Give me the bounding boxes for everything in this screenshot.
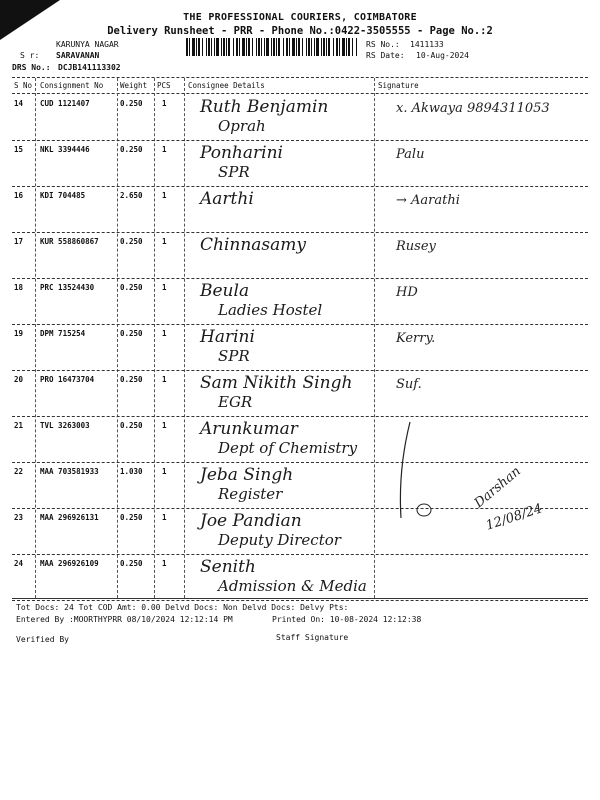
column-divider <box>117 78 118 598</box>
consignee-name: Chinnasamy <box>200 235 307 255</box>
drs-label: DRS No.: <box>12 63 51 72</box>
area-name: KARUNYA NAGAR <box>56 40 119 49</box>
rs-no-label: RS No.: <box>366 40 400 49</box>
consignee-detail: Admission & Media <box>218 577 367 595</box>
receiver-signature: Kerry. <box>396 331 436 346</box>
entered-by: Entered By :MOORTHYPRR 08/10/2024 12:12:14 PM <box>16 615 233 624</box>
row-sno: 14 <box>14 99 24 108</box>
row-sno: 17 <box>14 237 24 246</box>
row-sno: 23 <box>14 513 24 522</box>
barcode <box>186 38 358 56</box>
rs-date-label: RS Date: <box>366 51 405 60</box>
consignee-name: Jeba Singh <box>200 465 294 485</box>
row-divider <box>12 278 588 279</box>
consignee-detail: Dept of Chemistry <box>218 439 358 457</box>
drs-number: DCJB141113302 <box>58 63 121 72</box>
signature-bracket <box>395 420 415 520</box>
row-divider <box>12 370 588 371</box>
consignee-name: Beula <box>200 281 250 301</box>
verified-by: Verified By <box>16 635 69 644</box>
row-pcs: 1 <box>162 559 167 568</box>
row-pcs: 1 <box>162 467 167 476</box>
row-divider <box>12 462 588 463</box>
row-consignment-no: NKL 3394446 <box>40 145 90 154</box>
row-consignment-no: KDI 704485 <box>40 191 86 200</box>
column-divider <box>154 78 155 598</box>
row-divider <box>12 600 588 601</box>
consignee-detail: Ladies Hostel <box>218 301 323 319</box>
row-weight: 0.250 <box>120 237 143 246</box>
row-pcs: 1 <box>162 145 167 154</box>
row-pcs: 1 <box>162 283 167 292</box>
row-consignment-no: PRO 16473704 <box>40 375 95 384</box>
consignee-name: Joe Pandian <box>200 511 302 531</box>
col-sno: S No <box>14 81 33 90</box>
row-sno: 20 <box>14 375 24 384</box>
header-rule-top <box>12 77 588 78</box>
staff-name: SARAVANAN <box>56 51 100 60</box>
group-signature-date: 12/08/24 <box>484 501 545 534</box>
row-pcs: 1 <box>162 421 167 430</box>
receiver-signature: Rusey <box>396 239 436 254</box>
rs-date-value: 10-Aug-2024 <box>416 51 469 60</box>
row-sno: 22 <box>14 467 24 476</box>
row-weight: 0.250 <box>120 329 143 338</box>
row-sno: 18 <box>14 283 24 292</box>
row-divider <box>12 186 588 187</box>
row-consignment-no: TVL 3263003 <box>40 421 90 430</box>
receiver-signature: Palu <box>396 147 425 162</box>
col-pcs: PCS <box>157 81 171 90</box>
row-consignment-no: MAA 296926131 <box>40 513 99 522</box>
consignee-name: Aarthi <box>200 189 254 209</box>
footer-totals: Tot Docs: 24 Tot COD Amt: 0.00 Delvd Docs: Non Delvd Docs: Delvy Pts: <box>16 603 349 612</box>
row-sno: 19 <box>14 329 24 338</box>
consignee-name: Senith <box>200 557 256 577</box>
row-weight: 0.250 <box>120 421 143 430</box>
row-divider <box>12 324 588 325</box>
row-consignment-no: CUD 1121407 <box>40 99 90 108</box>
consignee-name: Sam Nikith Singh <box>200 373 353 393</box>
row-weight: 0.250 <box>120 99 143 108</box>
group-signature: Darshan <box>471 463 524 512</box>
consignee-detail: Oprah <box>218 117 266 135</box>
consignee-detail: Deputy Director <box>218 531 341 549</box>
row-pcs: 1 <box>162 191 167 200</box>
row-weight: 0.250 <box>120 559 143 568</box>
row-weight: 0.250 <box>120 145 143 154</box>
consignee-detail: SPR <box>218 163 250 181</box>
column-divider <box>374 78 375 598</box>
receiver-signature: Suf. <box>396 377 422 392</box>
column-divider <box>35 78 36 598</box>
row-pcs: 1 <box>162 99 167 108</box>
row-consignment-no: KUR 558860867 <box>40 237 99 246</box>
row-sno: 21 <box>14 421 24 430</box>
printed-on: Printed On: 10-08-2024 12:12:38 <box>272 615 422 624</box>
footer-rule <box>12 598 588 599</box>
row-pcs: 1 <box>162 329 167 338</box>
row-consignment-no: MAA 296926109 <box>40 559 99 568</box>
receiver-signature: x. Akwaya 9894311053 <box>396 101 550 116</box>
row-weight: 2.650 <box>120 191 143 200</box>
consignee-name: Arunkumar <box>200 419 298 439</box>
row-weight: 0.250 <box>120 283 143 292</box>
col-weight: Weight <box>120 81 148 90</box>
row-sno: 15 <box>14 145 24 154</box>
row-divider <box>12 232 588 233</box>
col-signature: Signature <box>378 81 419 90</box>
row-divider <box>12 554 588 555</box>
row-weight: 1.030 <box>120 467 143 476</box>
rs-no-value: 1411133 <box>410 40 444 49</box>
company-title: THE PROFESSIONAL COURIERS, COIMBATORE <box>183 12 417 23</box>
row-consignment-no: MAA 703581933 <box>40 467 99 476</box>
staff-signature-label: Staff Signature <box>276 633 349 642</box>
header-rule-bottom <box>12 93 588 94</box>
signature-circle <box>414 500 434 520</box>
row-sno: 24 <box>14 559 24 568</box>
row-consignment-no: PRC 13524430 <box>40 283 95 292</box>
row-divider <box>12 416 588 417</box>
consignee-detail: EGR <box>218 393 253 411</box>
row-weight: 0.250 <box>120 513 143 522</box>
consignee-detail: Register <box>218 485 283 503</box>
row-sno: 16 <box>14 191 24 200</box>
row-consignment-no: DPM 715254 <box>40 329 86 338</box>
consignee-detail: SPR <box>218 347 250 365</box>
row-pcs: 1 <box>162 513 167 522</box>
col-consignee: Consignee Details <box>188 81 265 90</box>
column-divider <box>184 78 185 598</box>
col-consignment: Consignment No <box>40 81 104 90</box>
consignee-name: Ruth Benjamin <box>200 97 329 117</box>
staff-label: S r: <box>20 51 40 60</box>
row-divider <box>12 140 588 141</box>
consignee-name: Ponharini <box>200 143 283 163</box>
row-weight: 0.250 <box>120 375 143 384</box>
receiver-signature: → Aarathi <box>396 193 460 208</box>
row-pcs: 1 <box>162 237 167 246</box>
row-pcs: 1 <box>162 375 167 384</box>
consignee-name: Harini <box>200 327 255 347</box>
row-divider <box>12 508 588 509</box>
runsheet-title: Delivery Runsheet - PRR - Phone No.:0422-3505555 - Page No.:2 <box>107 25 493 37</box>
receiver-signature: HD <box>396 285 418 300</box>
